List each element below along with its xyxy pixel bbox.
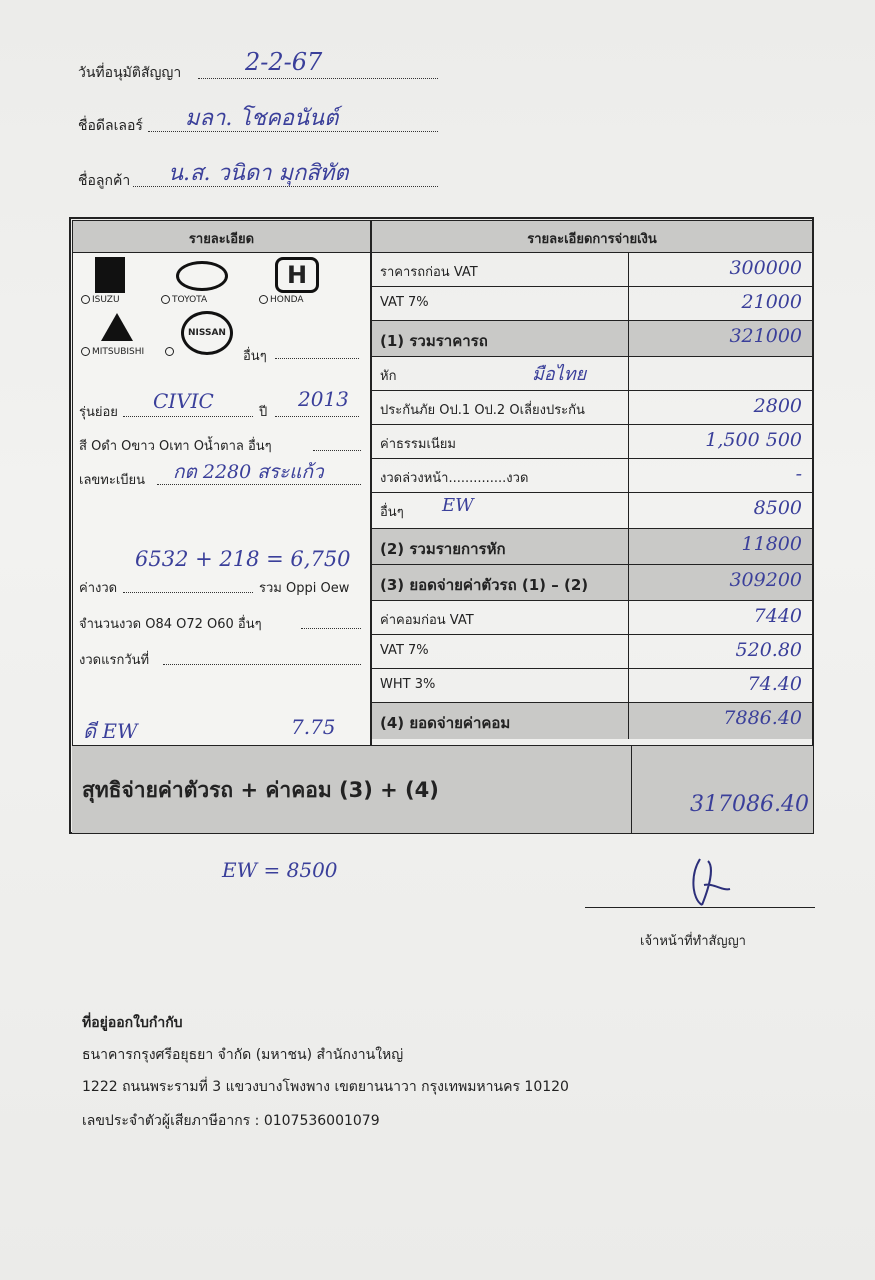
payment-row-value-cell bbox=[628, 391, 812, 425]
payment-row-value: - bbox=[795, 463, 802, 485]
approval-date-label: วันที่อนุมัติสัญญา bbox=[78, 65, 182, 81]
payment-row bbox=[372, 600, 812, 635]
approval-date-value: 2-2-67 bbox=[245, 48, 323, 76]
payment-row-value-cell bbox=[628, 565, 812, 601]
customer-value: น.ส. วนิดา มุกสิทัต bbox=[168, 161, 349, 186]
payment-row bbox=[372, 320, 812, 357]
brand-isuzu: ISUZU bbox=[92, 295, 120, 305]
payment-row-label: (2) รวมรายการหัก bbox=[380, 540, 506, 558]
payment-row-value: 21000 bbox=[741, 291, 802, 313]
year-label: ปี bbox=[259, 405, 268, 420]
issuer-line3: เลขประจำตัวผู้เสียภาษีอากร : 0107536001079 bbox=[82, 1113, 380, 1129]
rate-note: ดี EW bbox=[83, 719, 138, 743]
payment-row-value: 321000 bbox=[729, 325, 802, 347]
dealer-label: ชื่อดีลเลอร์ bbox=[78, 118, 143, 134]
installment-suffix: รวม Oppi Oew bbox=[259, 581, 350, 596]
year-value: 2013 bbox=[298, 387, 349, 411]
payment-panel bbox=[371, 220, 813, 746]
dealer-value: มลา. โชคอนันต์ bbox=[185, 106, 339, 131]
payment-row bbox=[372, 286, 812, 321]
customer-label: ชื่อลูกค้า bbox=[78, 173, 131, 189]
payment-row-label: ประกันภัย Oป.1 Oป.2 Oเลี่ยงประกัน bbox=[380, 403, 585, 418]
net-total-label: สุทธิจ่ายค่าตัวรถ + ค่าคอม (3) + (4) bbox=[82, 778, 439, 802]
payment-title: รายละเอียดการจ่ายเงิน bbox=[527, 232, 657, 247]
payment-row-label: VAT 7% bbox=[380, 295, 429, 310]
plate-value: กต 2280 สระแก้ว bbox=[173, 461, 324, 483]
payment-row-value: 74.40 bbox=[747, 673, 802, 695]
brand-honda: HONDA bbox=[270, 295, 304, 305]
payment-row-note: มือไทย bbox=[532, 364, 587, 385]
payment-row-label: อื่นๆ bbox=[380, 505, 404, 520]
payment-row-label: ค่าคอมก่อน VAT bbox=[380, 613, 474, 628]
model-value: CIVIC bbox=[153, 389, 214, 413]
color-label: สี Oดำ Oขาว Oเทา Oน้ำตาล อื่นๆ bbox=[79, 439, 272, 454]
payment-row-label: (4) ยอดจ่ายค่าคอม bbox=[380, 714, 511, 732]
brand-toyota: TOYOTA bbox=[172, 295, 208, 305]
nissan-logo: NISSAN bbox=[181, 311, 233, 355]
issuer-line2: 1222 ถนนพระรามที่ 3 แขวงบางโพงพาง เขตยานนาวา กรุงเทพมหานคร 10120 bbox=[82, 1079, 569, 1095]
payment-row bbox=[372, 564, 812, 601]
toyota-logo bbox=[176, 261, 228, 291]
isuzu-logo bbox=[95, 257, 125, 293]
payment-row-value: 7886.40 bbox=[723, 707, 802, 729]
payment-row-label: หัก bbox=[380, 369, 397, 384]
payment-row-value-cell bbox=[628, 357, 812, 391]
payment-row-value-cell bbox=[628, 669, 812, 703]
payment-row-label: WHT 3% bbox=[380, 677, 436, 692]
net-total-value: 317086.40 bbox=[690, 792, 809, 817]
payment-row-value-cell bbox=[628, 425, 812, 459]
payment-row-value-cell bbox=[628, 529, 812, 565]
payment-row bbox=[372, 252, 812, 287]
net-total-value-cell bbox=[631, 745, 813, 833]
payment-row-label: VAT 7% bbox=[380, 643, 429, 658]
payment-row-value-cell bbox=[628, 493, 812, 529]
payment-row-label: ราคารถก่อน VAT bbox=[380, 265, 478, 280]
payment-row-value: 300000 bbox=[729, 257, 802, 279]
payment-row-value-cell bbox=[628, 321, 812, 357]
payment-row bbox=[372, 356, 812, 391]
payment-row-label: ค่าธรรมเนียม bbox=[380, 437, 456, 452]
payment-row bbox=[372, 424, 812, 459]
first-due-label: งวดแรกวันที่ bbox=[79, 653, 150, 668]
payment-row-value-cell bbox=[628, 287, 812, 321]
payment-row-value: 7440 bbox=[753, 605, 802, 627]
installment-label: ค่างวด bbox=[79, 581, 118, 596]
payment-row-label: (1) รวมราคารถ bbox=[380, 332, 488, 350]
payment-row-value-cell bbox=[628, 601, 812, 635]
plate-label: เลขทะเบียน bbox=[79, 473, 146, 488]
net-total-label-cell bbox=[72, 745, 631, 833]
honda-logo: H bbox=[275, 257, 319, 293]
ew-note: EW = 8500 bbox=[222, 858, 338, 882]
payment-row bbox=[372, 702, 812, 739]
payment-row-value: 11800 bbox=[741, 533, 802, 555]
payment-row-value: 8500 bbox=[753, 497, 802, 519]
payment-row bbox=[372, 458, 812, 493]
model-label: รุ่นย่อย bbox=[79, 405, 118, 420]
installment-value: 6532 + 218 = 6,750 bbox=[135, 547, 351, 571]
payment-row-value-cell bbox=[628, 703, 812, 739]
payment-row bbox=[372, 492, 812, 529]
payment-row-value: 1,500 500 bbox=[705, 429, 802, 451]
terms-label: จำนวนงวด O84 O72 O60 อื่นๆ bbox=[79, 617, 262, 632]
payment-row-value: 2800 bbox=[753, 395, 802, 417]
issuer-title: ที่อยู่ออกใบกำกับ bbox=[82, 1015, 183, 1031]
signature-role: เจ้าหน้าที่ทำสัญญา bbox=[640, 934, 746, 949]
payment-row-value-cell bbox=[628, 459, 812, 493]
signature-line bbox=[585, 907, 815, 908]
detail-header bbox=[73, 221, 370, 253]
detail-panel bbox=[72, 220, 371, 746]
payment-row bbox=[372, 634, 812, 669]
payment-row bbox=[372, 528, 812, 565]
payment-row-label: (3) ยอดจ่ายค่าตัวรถ (1) – (2) bbox=[380, 576, 589, 594]
payment-row-note: EW bbox=[442, 495, 474, 516]
payment-row bbox=[372, 668, 812, 703]
payment-row bbox=[372, 390, 812, 425]
brand-mitsubishi: MITSUBISHI bbox=[92, 347, 145, 357]
signature-mark bbox=[680, 855, 740, 910]
payment-row-value: 520.80 bbox=[735, 639, 802, 661]
mitsubishi-logo bbox=[101, 313, 133, 341]
payment-row-value-cell bbox=[628, 635, 812, 669]
payment-row-value: 309200 bbox=[729, 569, 802, 591]
payment-header bbox=[372, 221, 812, 252]
rate-value: 7.75 bbox=[291, 715, 336, 739]
payment-row-value-cell bbox=[628, 253, 812, 287]
other-brand-label: อื่นๆ bbox=[243, 349, 267, 364]
detail-title: รายละเอียด bbox=[188, 232, 255, 247]
issuer-line1: ธนาคารกรุงศรีอยุธยา จำกัด (มหาชน) สำนักงานใหญ่ bbox=[82, 1047, 404, 1063]
payment-row-label: งวดล่วงหน้า..............งวด bbox=[380, 471, 529, 486]
